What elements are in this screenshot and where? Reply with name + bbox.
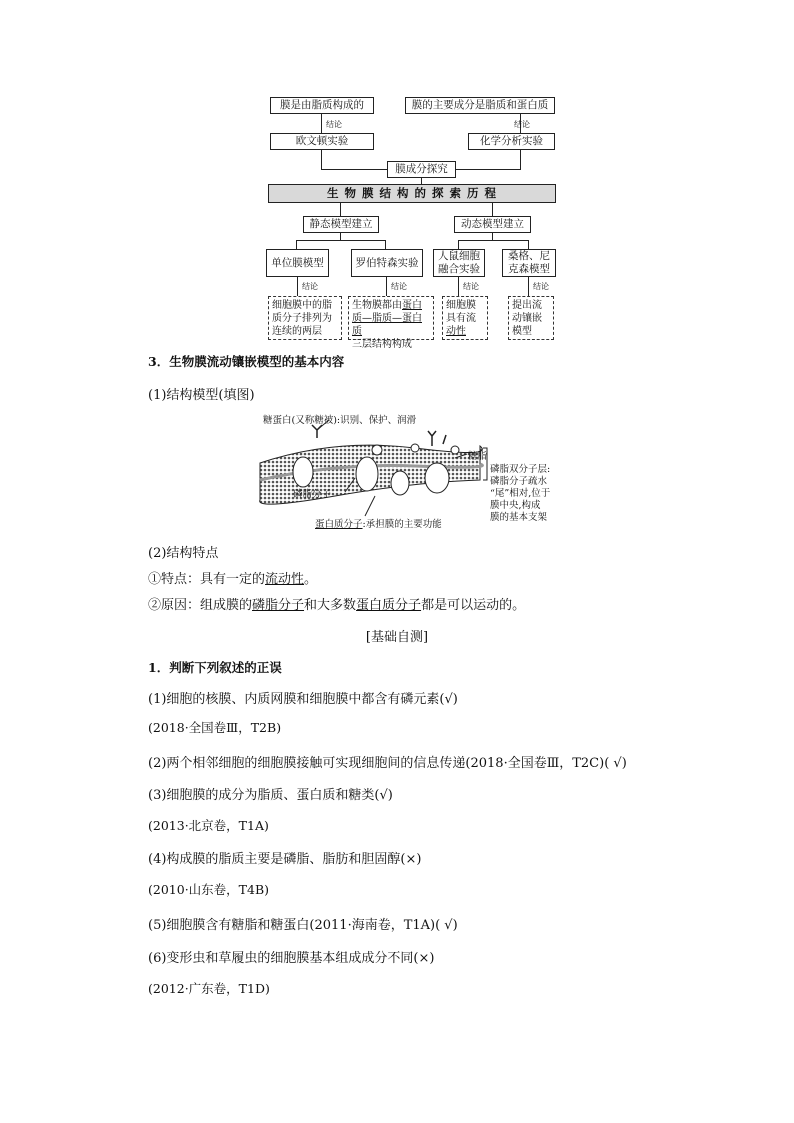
item-6: (6)变形虫和草履虫的细胞膜基本组成成分不同(×) [148, 951, 435, 966]
item-5: (5)细胞膜含有糖脂和糖蛋白(2011·海南卷，T1A)( √) [148, 918, 458, 933]
box-membrane-lipid: 膜是由脂质构成的 [270, 97, 374, 114]
conclusion-label: 结论 [514, 120, 530, 129]
text-segment: 和大多数 [304, 598, 357, 613]
text-segment-underlined: 流动性 [265, 572, 305, 587]
membrane-figure [255, 408, 575, 533]
banner-history-title: 生 物 膜 结 构 的 探 索 历 程 [268, 184, 556, 203]
box-overton-experiment: 欧文顿实验 [270, 133, 374, 150]
text-line: 膜中央,构成 [490, 500, 541, 511]
fusion-line-2: 融合实验 [438, 263, 480, 275]
text-line: 质分子排列为 [272, 313, 332, 324]
text-segment: 都是可以运动的。 [421, 598, 526, 613]
result-fluidity [442, 296, 488, 340]
result-sandwich [348, 296, 434, 350]
connector-line [321, 150, 322, 170]
singer-line-1: 桑格、尼 [508, 250, 550, 262]
box-dynamic-model: 动态模型建立 [454, 216, 531, 233]
text-segment: ①特点：具有一定的 [148, 572, 266, 587]
section-heading: 3．生物膜流动镶嵌模型的基本内容 [148, 354, 345, 369]
item-2: (2)两个相邻细胞的细胞膜接触可实现细胞间的信息传递(2018·全国卷Ⅲ，T2C)( √) [148, 756, 627, 771]
text-segment: ②原因：组成膜的 [148, 598, 253, 613]
box-chemical-analysis: 化学分析实验 [468, 133, 555, 150]
box-static-model: 静态模型建立 [303, 216, 379, 233]
result-fluid-mosaic [508, 296, 554, 340]
text-line-underlined: 动性 [446, 326, 466, 337]
conclusion-label: 结论 [533, 282, 549, 291]
text-segment: :承担膜的主要功能 [362, 519, 442, 530]
connector-line [340, 233, 341, 240]
text-segment-underlined: 蛋白质分子 [315, 519, 363, 530]
glycolipid-label: 糖脂 [468, 451, 488, 462]
text-line: 膜的基本支架 [490, 512, 548, 523]
item-4: (4)构成膜的脂质主要是磷脂、脂肪和胆固醇(×) [148, 852, 422, 867]
arrow-line [297, 277, 298, 296]
phospholipid-label: 磷脂分子 [293, 489, 332, 500]
text-line: “尾”相对,位于 [490, 488, 551, 499]
reason-line [148, 594, 525, 613]
conclusion-label: 结论 [463, 282, 479, 291]
conclusion-label: 结论 [391, 282, 407, 291]
conclusion-label: 结论 [326, 120, 342, 129]
source-3: (2013·北京卷，T1A) [148, 818, 269, 833]
connector-line [520, 150, 521, 170]
connector-line [296, 240, 297, 249]
basic-test-title: [基础自测] [365, 630, 429, 645]
text-segment: 生物膜都由 [352, 300, 402, 311]
glycoprotein-label: 糖蛋白(又称糖被):识别、保护、润滑 [263, 415, 417, 426]
text-line-underlined: 质—脂质—蛋白质 [352, 313, 422, 337]
connector-line [458, 240, 459, 249]
source-1: (2018·全国卷Ⅲ，T2B) [148, 720, 282, 735]
question-heading: 1．判断下列叙述的正误 [148, 660, 282, 675]
connector-line [456, 169, 521, 170]
box-cell-fusion-experiment [433, 249, 485, 277]
connector-line [296, 240, 386, 241]
text-line: 模型 [512, 326, 532, 337]
arrow-line [386, 277, 387, 296]
text-line: 磷脂分子疏水 [490, 476, 548, 487]
source-6: (2012·广东卷，T1D) [148, 981, 270, 996]
connector-line [458, 240, 529, 241]
text-line: 连续的两层 [272, 326, 322, 337]
box-unit-membrane-model: 单位膜模型 [266, 249, 329, 277]
item-1: (1)细胞的核膜、内质网膜和细胞膜中都含有磷元素(√) [148, 692, 458, 707]
conclusion-label: 结论 [302, 282, 318, 291]
connector-line [492, 203, 493, 216]
bilayer-description [490, 464, 550, 524]
box-component-exploration: 膜成分探究 [387, 161, 456, 178]
protein-label [315, 516, 442, 530]
connector-line [385, 240, 386, 249]
text-line: 磷脂双分子层: [490, 464, 551, 475]
arrow-line [528, 277, 529, 296]
text-line: 动镶嵌 [512, 313, 542, 324]
connector-line [528, 240, 529, 249]
text-line [352, 299, 430, 312]
subheading-structure-model: (1)结构模型(填图) [148, 388, 255, 403]
text-line: 具有流 [446, 313, 476, 324]
text-segment-underlined: 蛋白 [402, 300, 422, 311]
subheading-structure-feature: (2)结构特点 [148, 546, 219, 561]
connector-line [340, 203, 341, 216]
text-segment-underlined: 磷脂分子 [252, 598, 305, 613]
arrow-line [458, 277, 459, 296]
box-singer-nicolson-model [502, 249, 556, 277]
source-4: (2010·山东卷，T4B) [148, 882, 270, 897]
text-line: 细胞膜 [446, 300, 476, 311]
fusion-line-1: 人鼠细胞 [438, 250, 480, 262]
text-segment-underlined: 蛋白质分子 [356, 598, 422, 613]
box-robertson-experiment: 罗伯特森实验 [351, 249, 423, 277]
text-line: 提出流 [512, 300, 542, 311]
box-membrane-lipid-protein: 膜的主要成分是脂质和蛋白质 [405, 97, 555, 114]
text-segment: 。 [304, 572, 318, 587]
text-line: 三层结构构成 [352, 339, 412, 350]
item-3: (3)细胞膜的成分为脂质、蛋白质和糖类(√) [148, 788, 393, 803]
result-bilayer [268, 296, 342, 340]
arrow-line [321, 114, 322, 133]
feature-line [148, 568, 317, 587]
singer-line-2: 克森模型 [508, 263, 550, 275]
connector-line [321, 169, 387, 170]
text-line: 细胞膜中的脂 [272, 300, 332, 311]
connector-line [492, 233, 493, 240]
